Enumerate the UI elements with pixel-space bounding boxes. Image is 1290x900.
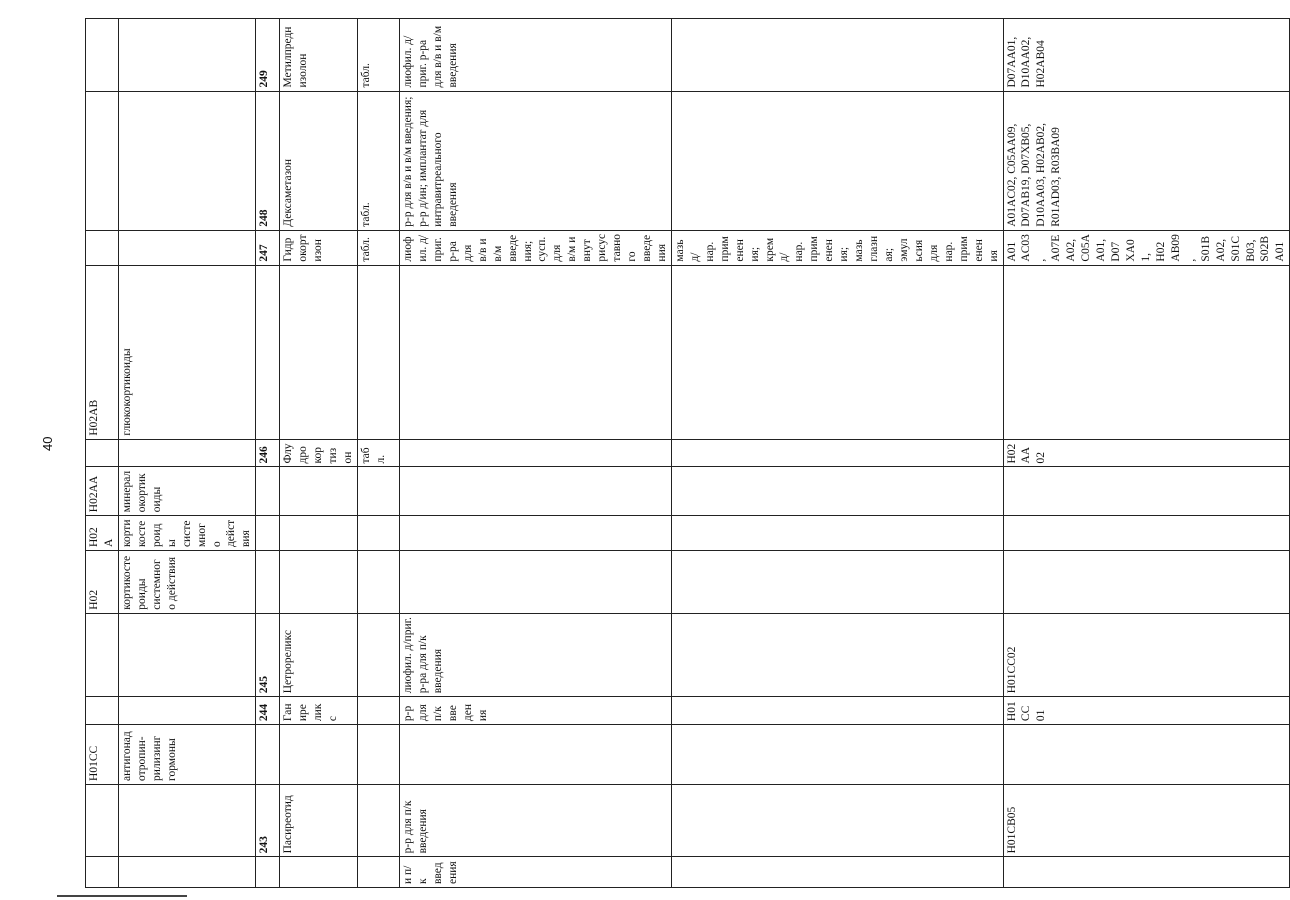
oral-form-cell <box>358 784 400 856</box>
atc-code-cell <box>86 19 119 92</box>
injection-form-cell <box>400 725 672 785</box>
drug-name-cell <box>280 857 358 888</box>
atc-codes-cell <box>1003 725 1290 785</box>
drug-name-cell: Флудрокортизон <box>280 439 358 467</box>
atc-codes-cell: H02AA02 <box>1003 439 1290 467</box>
injection-form-cell: лиофил. д/приг. р-ра для в/в и в/м введения; сусп. для в/м и внутрисуставного введения <box>400 230 672 265</box>
atc-code-cell <box>86 784 119 856</box>
table-row-form <box>358 19 400 888</box>
table-body <box>86 19 1290 888</box>
atc-codes-cell <box>1003 467 1290 516</box>
table-row-num <box>256 19 280 888</box>
oral-form-cell <box>358 697 400 725</box>
group-name-cell <box>118 784 255 856</box>
drug-name-cell: Ганиреликс <box>280 697 358 725</box>
topical-form-cell <box>671 265 1003 439</box>
scan-edge-line <box>57 895 187 897</box>
group-name-cell <box>118 857 255 888</box>
injection-form-cell: р-р для п/к введения <box>400 784 672 856</box>
topical-form-cell <box>671 19 1003 92</box>
atc-codes-cell <box>1003 551 1290 614</box>
table-row-effect <box>671 19 1003 888</box>
drug-name-cell: Пасиреотид <box>280 784 358 856</box>
atc-code-cell: H02AA <box>86 467 119 516</box>
topical-form-cell <box>671 516 1003 551</box>
group-name-cell: минералокортикоиды <box>118 467 255 516</box>
row-number-cell: 248 <box>256 91 280 230</box>
drug-name-cell <box>280 467 358 516</box>
topical-form-cell: мазь д/нар. применения; крем д/нар. применения; мазь глазная; эмульсия для нар. применения <box>671 230 1003 265</box>
table-row-dosage <box>400 19 672 888</box>
topical-form-cell <box>671 467 1003 516</box>
oral-form-cell <box>358 725 400 785</box>
drug-name-cell: Цетрореликс <box>280 613 358 697</box>
group-name-cell <box>118 19 255 92</box>
topical-form-cell <box>671 439 1003 467</box>
row-number-cell <box>256 725 280 785</box>
atc-codes-cell: A01AC02, C05AA09, D07AB19, D07XB05, D10AA03, H02AB02, R01AD03, R03BA09 <box>1003 91 1290 230</box>
oral-form-cell: табл. <box>358 439 400 467</box>
row-number-cell <box>256 467 280 516</box>
oral-form-cell <box>358 516 400 551</box>
atc-codes-cell: H01CB05 <box>1003 784 1290 856</box>
topical-form-cell <box>671 725 1003 785</box>
page-number: 40 <box>40 436 55 451</box>
atc-code-cell <box>86 230 119 265</box>
group-name-cell <box>118 613 255 697</box>
atc-code-cell <box>86 857 119 888</box>
drug-name-cell: Метилпреднизолон <box>280 19 358 92</box>
table-row-atc <box>1003 19 1290 888</box>
atc-codes-cell: D07AA01, D10AA02, H02AB04 <box>1003 19 1290 92</box>
group-name-cell: кортикостероиды системного действия <box>118 551 255 614</box>
injection-form-cell <box>400 467 672 516</box>
atc-code-cell <box>86 613 119 697</box>
injection-form-cell <box>400 439 672 467</box>
injection-form-cell: лиофил. д/приг. р-ра для п/к введения <box>400 613 672 697</box>
topical-form-cell <box>671 613 1003 697</box>
oral-form-cell <box>358 265 400 439</box>
atc-codes-cell <box>1003 857 1290 888</box>
atc-code-cell: H02A <box>86 516 119 551</box>
injection-form-cell <box>400 516 672 551</box>
topical-form-cell <box>671 91 1003 230</box>
row-number-cell <box>256 516 280 551</box>
atc-codes-cell <box>1003 516 1290 551</box>
injection-form-cell <box>400 551 672 614</box>
drug-name-cell <box>280 265 358 439</box>
oral-form-cell: табл. <box>358 19 400 92</box>
atc-codes-cell: H01CC02 <box>1003 613 1290 697</box>
atc-code-cell <box>86 439 119 467</box>
topical-form-cell <box>671 857 1003 888</box>
row-number-cell: 246 <box>256 439 280 467</box>
group-name-cell <box>118 697 255 725</box>
atc-codes-cell <box>1003 265 1290 439</box>
row-number-cell <box>256 551 280 614</box>
group-name-cell <box>118 230 255 265</box>
drug-name-cell <box>280 516 358 551</box>
injection-form-cell: и п/к введения <box>400 857 672 888</box>
topical-form-cell <box>671 784 1003 856</box>
row-number-cell: 247 <box>256 230 280 265</box>
table-row-group <box>118 19 255 888</box>
atc-code-cell <box>86 91 119 230</box>
injection-form-cell: р-р для в/в и в/м введения; р-р д/ин; имплантат для интравитреального введения <box>400 91 672 230</box>
drug-name-cell <box>280 725 358 785</box>
injection-form-cell: р-р для п/к введения <box>400 697 672 725</box>
topical-form-cell <box>671 551 1003 614</box>
row-number-cell: 243 <box>256 784 280 856</box>
row-number-cell: 245 <box>256 613 280 697</box>
atc-code-cell: H02AB <box>86 265 119 439</box>
atc-code-cell: H01CC <box>86 725 119 785</box>
row-number-cell: 249 <box>256 19 280 92</box>
injection-form-cell <box>400 265 672 439</box>
atc-codes-cell: A01AC03, A07EA02, C05AA01, D07XA01, H02AB09, S01BA02, S01CB03, S02BA01 <box>1003 230 1290 265</box>
oral-form-cell: табл. <box>358 230 400 265</box>
oral-form-cell <box>358 613 400 697</box>
oral-form-cell <box>358 857 400 888</box>
oral-form-cell <box>358 467 400 516</box>
atc-code-cell: H02 <box>86 551 119 614</box>
group-name-cell: антигонадотропин-рилизинг гормоны <box>118 725 255 785</box>
row-number-cell <box>256 265 280 439</box>
group-name-cell: глюкокортикоиды <box>118 265 255 439</box>
row-number-cell: 244 <box>256 697 280 725</box>
group-name-cell: кортикостероиды системного действия <box>118 516 255 551</box>
oral-form-cell <box>358 551 400 614</box>
oral-form-cell: табл. <box>358 91 400 230</box>
topical-form-cell <box>671 697 1003 725</box>
table-row-code <box>86 19 119 888</box>
atc-code-cell <box>86 697 119 725</box>
drug-name-cell: Гидрокортизон <box>280 230 358 265</box>
drug-table-frame <box>85 18 1287 888</box>
group-name-cell <box>118 91 255 230</box>
group-name-cell <box>118 439 255 467</box>
injection-form-cell: лиофил. д/приг. р-ра для в/в и в/м введения <box>400 19 672 92</box>
row-number-cell <box>256 857 280 888</box>
drug-name-cell <box>280 551 358 614</box>
atc-codes-cell: H01CC01 <box>1003 697 1290 725</box>
table-row-drug <box>280 19 358 888</box>
drug-table <box>85 18 1290 888</box>
drug-name-cell: Дексаметазон <box>280 91 358 230</box>
